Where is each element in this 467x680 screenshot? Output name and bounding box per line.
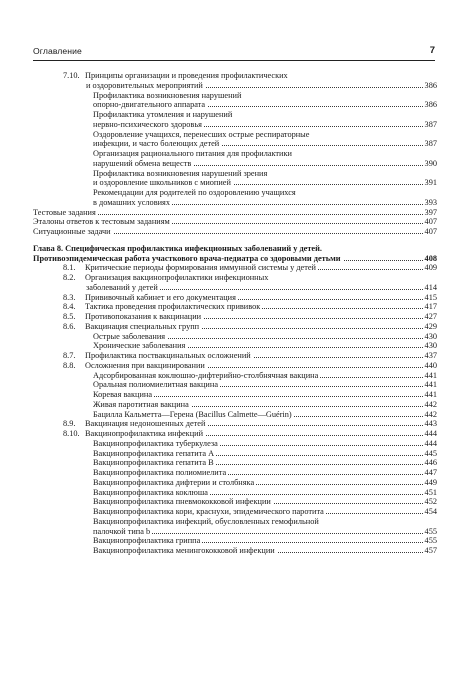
toc-entry-page: 430	[424, 331, 437, 341]
toc-entry	[33, 91, 437, 101]
toc-entry-label	[33, 227, 113, 237]
toc-entry	[33, 546, 437, 556]
toc-entry-title: Глава 8. Специфическая профилактика инфекционных заболеваний у детей.	[33, 243, 322, 253]
toc-entry-label	[93, 497, 273, 507]
toc-entry-page: 417	[424, 302, 437, 312]
running-header	[33, 46, 435, 61]
toc-entry-number: 8.6.	[63, 321, 76, 331]
toc-entry-page: 391	[424, 178, 437, 188]
toc-entry-page: 455	[424, 526, 437, 536]
toc-entry-title: Профилактика возникновения нарушений	[93, 90, 242, 100]
toc-entry-label	[93, 139, 221, 149]
toc-entry-label	[63, 293, 238, 303]
toc-entry-label	[93, 527, 152, 537]
toc-entry-title: Бацилла Кальметта—Герена (Bacillus Calmette—Guérin)	[93, 409, 292, 419]
toc-chapter-heading	[33, 244, 437, 254]
toc-entry-page: 430	[424, 341, 437, 351]
toc-entry-page: 442	[424, 399, 437, 409]
toc-chapter-heading	[33, 254, 437, 264]
toc-entry-page: 446	[424, 458, 437, 468]
toc-entry-title: Острые заболевания	[93, 331, 166, 341]
toc-entry	[33, 429, 437, 439]
toc-entry-number: 8.7.	[63, 351, 76, 360]
toc-entry-label	[63, 429, 205, 439]
toc-entry-title: Рекомендации для родителей по оздоровлению учащихся	[93, 188, 296, 197]
toc-entry-title: Коревая вакцина	[93, 390, 153, 399]
toc-entry-label	[93, 468, 228, 478]
toc-entry-label	[63, 361, 207, 371]
toc-entry-title: Вакцинопрофилактика инфекций	[85, 429, 204, 438]
toc-entry-title: Вакцинопрофилактика гепатита А	[93, 448, 215, 458]
toc-entry-page: 407	[424, 217, 437, 227]
toc-entry	[33, 178, 437, 188]
toc-entry-page: 454	[424, 507, 437, 516]
page-number: 7	[429, 45, 435, 56]
toc-entry	[33, 198, 437, 208]
toc-entry-title: Принципы организации и проведения профилактических	[85, 71, 288, 80]
toc-entry	[33, 159, 437, 169]
toc-entry-label	[93, 341, 187, 351]
toc-entry	[33, 361, 437, 371]
toc-entry-page: 441	[424, 370, 437, 380]
toc-entry	[33, 468, 437, 478]
toc-entry	[33, 312, 437, 322]
toc-entry	[33, 371, 437, 381]
toc-entry-title: Вакцинация специальных групп	[85, 321, 200, 331]
toc-entry	[33, 517, 437, 527]
toc-entry	[33, 227, 437, 237]
toc-entry-label	[93, 332, 167, 342]
toc-entry-title: Эталоны ответов к тестовым заданиям	[33, 217, 170, 227]
toc-entry-label	[93, 110, 234, 120]
toc-entry-title: Тестовые задания	[33, 207, 96, 217]
toc-entry-page: 393	[424, 197, 437, 207]
toc-entry-page: 397	[424, 207, 437, 217]
toc-entry-label	[93, 91, 243, 101]
toc-entry-label	[63, 312, 203, 322]
toc-entry-page: 443	[424, 419, 437, 429]
toc-entry	[33, 449, 437, 459]
toc-entry-page: 414	[424, 282, 437, 292]
toc-entry-label	[93, 449, 216, 459]
toc-entry-number: 8.9.	[63, 419, 76, 429]
toc-entry-title: нарушений обмена веществ	[93, 158, 192, 168]
toc-entry-page: 387	[424, 119, 437, 129]
toc-entry-number: 8.1.	[63, 263, 76, 273]
toc-entry	[33, 110, 437, 120]
toc-entry	[33, 410, 437, 420]
toc-entry-title: Тактика проведения профилактических прививок	[85, 302, 261, 312]
toc-entry	[33, 208, 437, 218]
toc-entry-title: Профилактика утомления и нарушений	[93, 110, 233, 119]
toc-entry-page: 407	[424, 227, 437, 236]
toc-entry-title: и оздоровительных мероприятий	[86, 80, 203, 90]
toc-entry-page: 408	[424, 253, 437, 263]
toc-entry-title: Вакцинопрофилактика пневмококковой инфекции	[93, 497, 271, 507]
toc-entry-title: Противоэпидемическая работа участкового врача-педиатра со здоровыми детьми	[33, 253, 341, 263]
toc-entry-title: Организация вакцинопрофилактики инфекционных	[85, 273, 269, 282]
toc-entry	[33, 322, 437, 332]
toc-entry-label	[93, 488, 210, 498]
toc-entry-title: Вакцинопрофилактика гриппа	[93, 536, 201, 546]
toc-entry	[33, 263, 437, 273]
toc-entry-label	[63, 263, 318, 273]
toc-entry-title: Хронические заболевания	[93, 341, 186, 351]
toc-entry-title: Профилактика поствакцинальных осложнений	[85, 351, 251, 360]
toc-entry-label	[33, 244, 324, 254]
toc-entry-title: заболеваний у детей	[86, 282, 158, 292]
toc-entry-page: 409	[424, 263, 437, 273]
toc-entry-title: Оздоровление учащихся, перенесших острые респираторные	[93, 129, 310, 139]
toc-entry	[33, 188, 437, 198]
toc-entry-page: 449	[424, 477, 437, 487]
toc-entry-title: и оздоровление школьников с миопией	[93, 178, 231, 188]
toc-entry-page: 387	[424, 139, 437, 149]
toc-entry-label	[93, 439, 220, 449]
toc-entry	[33, 217, 437, 227]
toc-entry	[33, 302, 437, 312]
toc-entry-label	[86, 81, 205, 91]
toc-entry-page: 437	[424, 351, 437, 360]
toc-entry-label	[93, 159, 193, 169]
toc-entry-title: Вакцинопрофилактика инфекций, обусловленных гемофильной	[93, 516, 319, 526]
table-of-contents	[33, 71, 437, 556]
toc-entry-page: 447	[424, 468, 437, 477]
toc-entry	[33, 273, 437, 283]
toc-entry-title: Вакцинация недоношенных детей	[85, 419, 206, 429]
toc-entry-label	[93, 100, 207, 110]
toc-entry-title: Вакцинопрофилактика дифтерии и столбняка	[93, 477, 255, 487]
toc-entry-title: Живая паротитная вакцина	[93, 399, 189, 409]
toc-entry-label	[93, 478, 256, 488]
toc-entry-title: Вакцинопрофилактика менингококковой инфекции	[93, 546, 275, 555]
toc-entry	[33, 130, 437, 140]
toc-entry	[33, 169, 437, 179]
toc-entry-title: Профилактика возникновения нарушений зрения	[93, 168, 268, 178]
toc-entry-page: 444	[424, 429, 437, 438]
toc-entry	[33, 283, 437, 293]
toc-entry-title: Адсорбированная коклюшно-дифтерийно-столбнячная вакцина	[93, 370, 319, 380]
toc-entry-page: 452	[424, 497, 437, 507]
toc-entry-title: инфекции, и часто болеющих детей	[93, 139, 220, 149]
toc-entry	[33, 507, 437, 517]
toc-entry-label	[93, 130, 311, 140]
toc-entry	[33, 419, 437, 429]
toc-entry-title: Осложнения при вакцинировании	[85, 360, 205, 370]
toc-entry-label	[63, 419, 207, 429]
toc-entry-title: Противопоказания к вакцинации	[85, 312, 202, 321]
toc-entry-title: палочкой типа b	[93, 526, 151, 536]
toc-entry-label	[93, 178, 233, 188]
toc-entry	[33, 527, 437, 537]
toc-entry	[33, 139, 437, 149]
toc-entry-page: 457	[424, 546, 437, 555]
toc-entry-label	[93, 546, 277, 556]
toc-entry-page: 455	[424, 536, 437, 546]
toc-entry-title: Критические периоды формирования иммунной системы у детей	[85, 263, 316, 273]
toc-entry-page: 441	[424, 390, 437, 399]
toc-entry-title: нервно-психического здоровья	[93, 119, 202, 129]
toc-entry-number: 8.4.	[63, 302, 76, 312]
toc-spacer	[33, 237, 437, 244]
toc-entry	[33, 293, 437, 303]
toc-entry-title: Вакцинопрофилактика кори, краснухи, эпидемического паротита	[93, 507, 324, 516]
toc-entry-label	[93, 458, 216, 468]
toc-entry-page: 386	[424, 80, 437, 90]
toc-entry-label	[93, 149, 294, 159]
toc-entry-page: 429	[424, 321, 437, 331]
toc-entry-label	[63, 273, 270, 283]
toc-entry-page: 445	[424, 448, 437, 458]
toc-entry	[33, 71, 437, 81]
toc-entry	[33, 149, 437, 159]
toc-entry	[33, 390, 437, 400]
toc-entry-title: Организация рационального питания для профилактики	[93, 149, 292, 158]
toc-entry-title: Оральная полиомиелитная вакцина	[93, 380, 219, 390]
toc-entry-number: 8.10.	[63, 429, 80, 438]
toc-entry-number: 8.2.	[63, 273, 76, 282]
toc-entry-label	[93, 400, 191, 410]
toc-entry-page: 415	[424, 292, 437, 302]
toc-entry-label	[93, 371, 320, 381]
toc-entry-title: Прививочный кабинет и его документация	[85, 292, 236, 302]
toc-entry-label	[93, 169, 269, 179]
toc-entry-label	[93, 517, 321, 527]
toc-entry-page: 390	[424, 158, 437, 168]
toc-entry-label	[93, 380, 220, 390]
toc-entry	[33, 536, 437, 546]
toc-entry-label	[93, 410, 294, 420]
toc-entry-title: Вакцинопрофилактика туберкулеза	[93, 438, 218, 448]
toc-entry-number: 8.5.	[63, 312, 76, 321]
toc-entry	[33, 351, 437, 361]
toc-entry	[33, 341, 437, 351]
toc-entry-title: опорно-двигательного аппарата	[93, 100, 206, 110]
toc-entry-page: 441	[424, 380, 437, 390]
toc-entry	[33, 120, 437, 130]
toc-entry-page: 444	[424, 438, 437, 448]
toc-entry-title: Вакцинопрофилактика коклюша	[93, 487, 208, 497]
toc-entry-title: Ситуационные задачи	[33, 227, 111, 236]
running-header-title: Оглавление	[33, 46, 82, 56]
toc-entry-page: 386	[424, 100, 437, 110]
toc-entry-label	[93, 188, 298, 198]
toc-entry-page: 427	[424, 312, 437, 321]
toc-entry-label	[63, 322, 201, 332]
toc-entry-label	[93, 536, 202, 546]
toc-entry-label	[93, 198, 172, 208]
toc-entry-number: 8.8.	[63, 360, 76, 370]
toc-entry-label	[63, 351, 253, 361]
toc-entry-page: 440	[424, 360, 437, 370]
toc-entry	[33, 380, 437, 390]
toc-entry	[33, 400, 437, 410]
toc-entry	[33, 100, 437, 110]
toc-entry-page: 442	[424, 409, 437, 419]
toc-entry-label	[63, 71, 290, 81]
toc-entry	[33, 332, 437, 342]
toc-entry-title: Вакцинопрофилактика гепатита В	[93, 458, 214, 468]
toc-entry-label	[86, 283, 160, 293]
toc-entry-title: в домашних условиях	[93, 197, 171, 207]
toc-entry-number: 7.10.	[63, 71, 80, 80]
toc-entry-number: 8.3.	[63, 292, 76, 302]
toc-entry	[33, 81, 437, 91]
toc-entry	[33, 458, 437, 468]
toc-entry-label	[93, 507, 326, 517]
toc-entry	[33, 439, 437, 449]
toc-entry-label	[93, 390, 154, 400]
toc-entry-title: Вакцинопрофилактика полиомиелита	[93, 468, 227, 477]
toc-entry	[33, 478, 437, 488]
toc-entry-label	[93, 120, 204, 130]
toc-entry-page: 451	[424, 487, 437, 497]
toc-entry	[33, 497, 437, 507]
toc-entry-label	[33, 254, 343, 264]
toc-entry-label	[63, 302, 262, 312]
toc-entry-label	[33, 208, 98, 218]
toc-entry	[33, 488, 437, 498]
toc-entry-label	[33, 217, 172, 227]
